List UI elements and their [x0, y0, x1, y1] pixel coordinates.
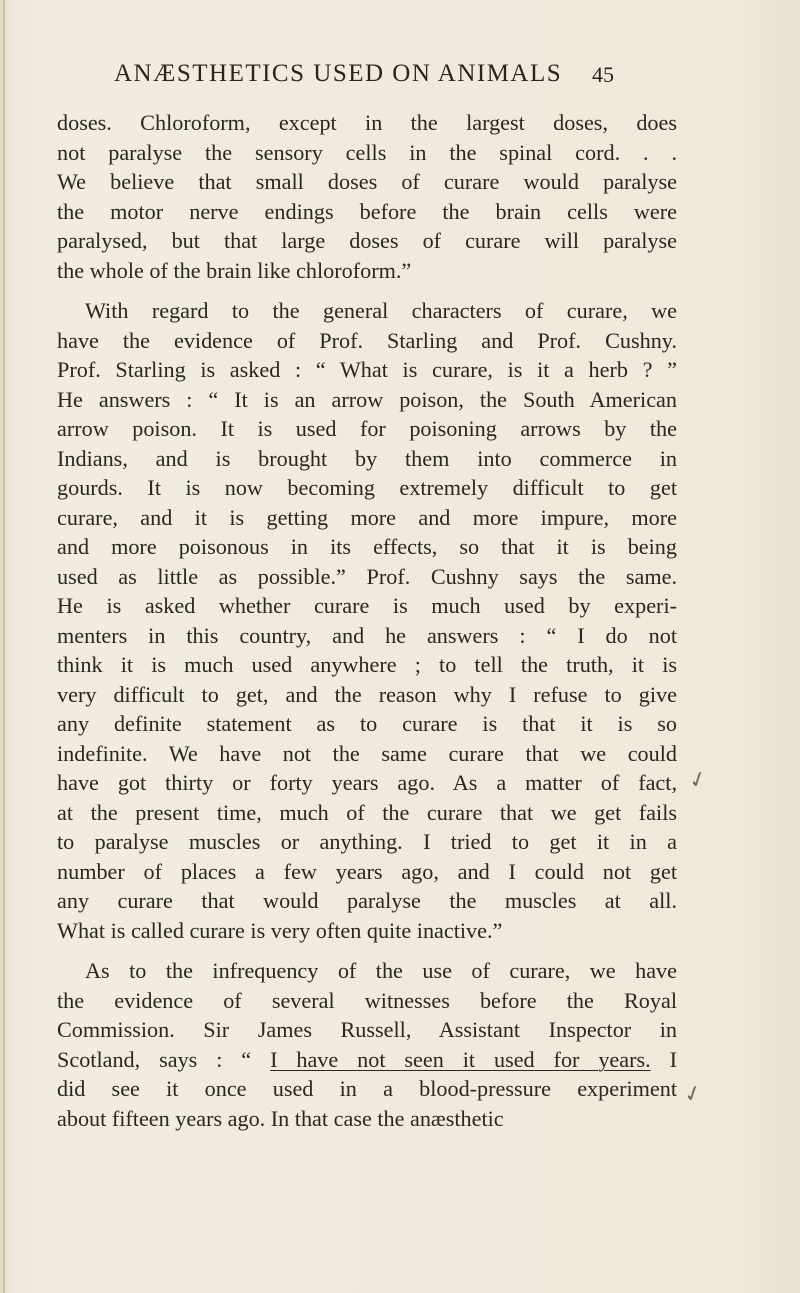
text-line: He answers : “ It is an arrow poison, the South American — [57, 386, 677, 412]
text-line: at the present time, much of the curare that we get fails — [57, 799, 677, 825]
text-line: curare, and it is getting more and more impure, more — [57, 504, 677, 530]
text-line: and more poisonous in its effects, so that it is being — [57, 534, 677, 559]
text-line: doses. Chloroform, except in the largest doses, does — [57, 110, 677, 135]
text-line: think it is much used anywhere ; to tell the truth, it is — [57, 652, 677, 677]
paragraph-1 — [57, 108, 677, 285]
text-line: Indians, and is brought by them into commerce in — [57, 445, 677, 471]
text-line: about fifteen years ago. In that case the anæsthetic — [57, 1105, 504, 1131]
text-line: We believe that small doses of curare would paralyse — [57, 169, 677, 194]
text-line: Commission. Sir James Russell, Assistant Inspector in — [57, 1017, 677, 1042]
running-title: ANÆSTHETICS USED ON ANIMALS — [114, 60, 563, 87]
text-line: any definite statement as to curare is that it is so — [57, 711, 677, 736]
text-line: very difficult to get, and the reason why I refuse to give — [57, 681, 677, 707]
paragraph-2 — [57, 296, 677, 945]
text-line: He is asked whether curare is much used by experi- — [57, 593, 677, 618]
underlined-quote: I have not seen it used for years. — [270, 1046, 651, 1072]
margin-tick-mark: ✓ — [685, 765, 711, 796]
text-line: menters in this country, and he answers : “ I do not — [57, 622, 677, 648]
text-line: have got thirty or forty years ago. As a matter of fact, — [57, 770, 677, 795]
text-line: the evidence of several witnesses before the Royal — [57, 987, 677, 1013]
text-line: not paralyse the sensory cells in the spinal cord. . . — [57, 139, 677, 165]
page-edge — [3, 0, 5, 1293]
body-text — [57, 108, 677, 1144]
page-header — [0, 60, 800, 96]
line-suffix: I — [650, 1046, 678, 1072]
text-line: paralysed, but that large doses of curare will paralyse — [57, 228, 677, 253]
line-prefix: Scotland, says : “ — [57, 1046, 271, 1072]
text-line: the whole of the brain like chloroform.” — [57, 257, 412, 283]
text-line: the motor nerve endings before the brain cells were — [57, 198, 677, 224]
text-line: any curare that would paralyse the muscles at all. — [57, 888, 677, 913]
text-line: gourds. It is now becoming extremely difficult to get — [57, 475, 677, 500]
paragraph-3 — [57, 956, 677, 1133]
margin-tick-mark: ✓ — [680, 1079, 706, 1110]
text-line: Prof. Starling is asked : “ What is curare, is it a herb ? ” — [57, 357, 677, 382]
text-line: With regard to the general characters of curare, we — [85, 298, 677, 323]
text-line: indefinite. We have not the same curare that we could — [57, 740, 677, 766]
text-line: arrow poison. It is used for poisoning arrows by the — [57, 416, 677, 441]
text-line: What is called curare is very often quite inactive.” — [57, 917, 503, 943]
page-number: 45 — [592, 62, 614, 87]
text-line-with-underline — [57, 1045, 677, 1075]
text-line: have the evidence of Prof. Starling and Prof. Cushny. — [57, 327, 677, 353]
text-line: As to the infrequency of the use of curare, we have — [85, 958, 677, 983]
text-line: to paralyse muscles or anything. I tried to get it in a — [57, 829, 677, 854]
text-line: used as little as possible.” Prof. Cushny says the same. — [57, 563, 677, 589]
text-line: number of places a few years ago, and I could not get — [57, 858, 677, 884]
text-line: did see it once used in a blood-pressure experiment — [57, 1076, 677, 1101]
